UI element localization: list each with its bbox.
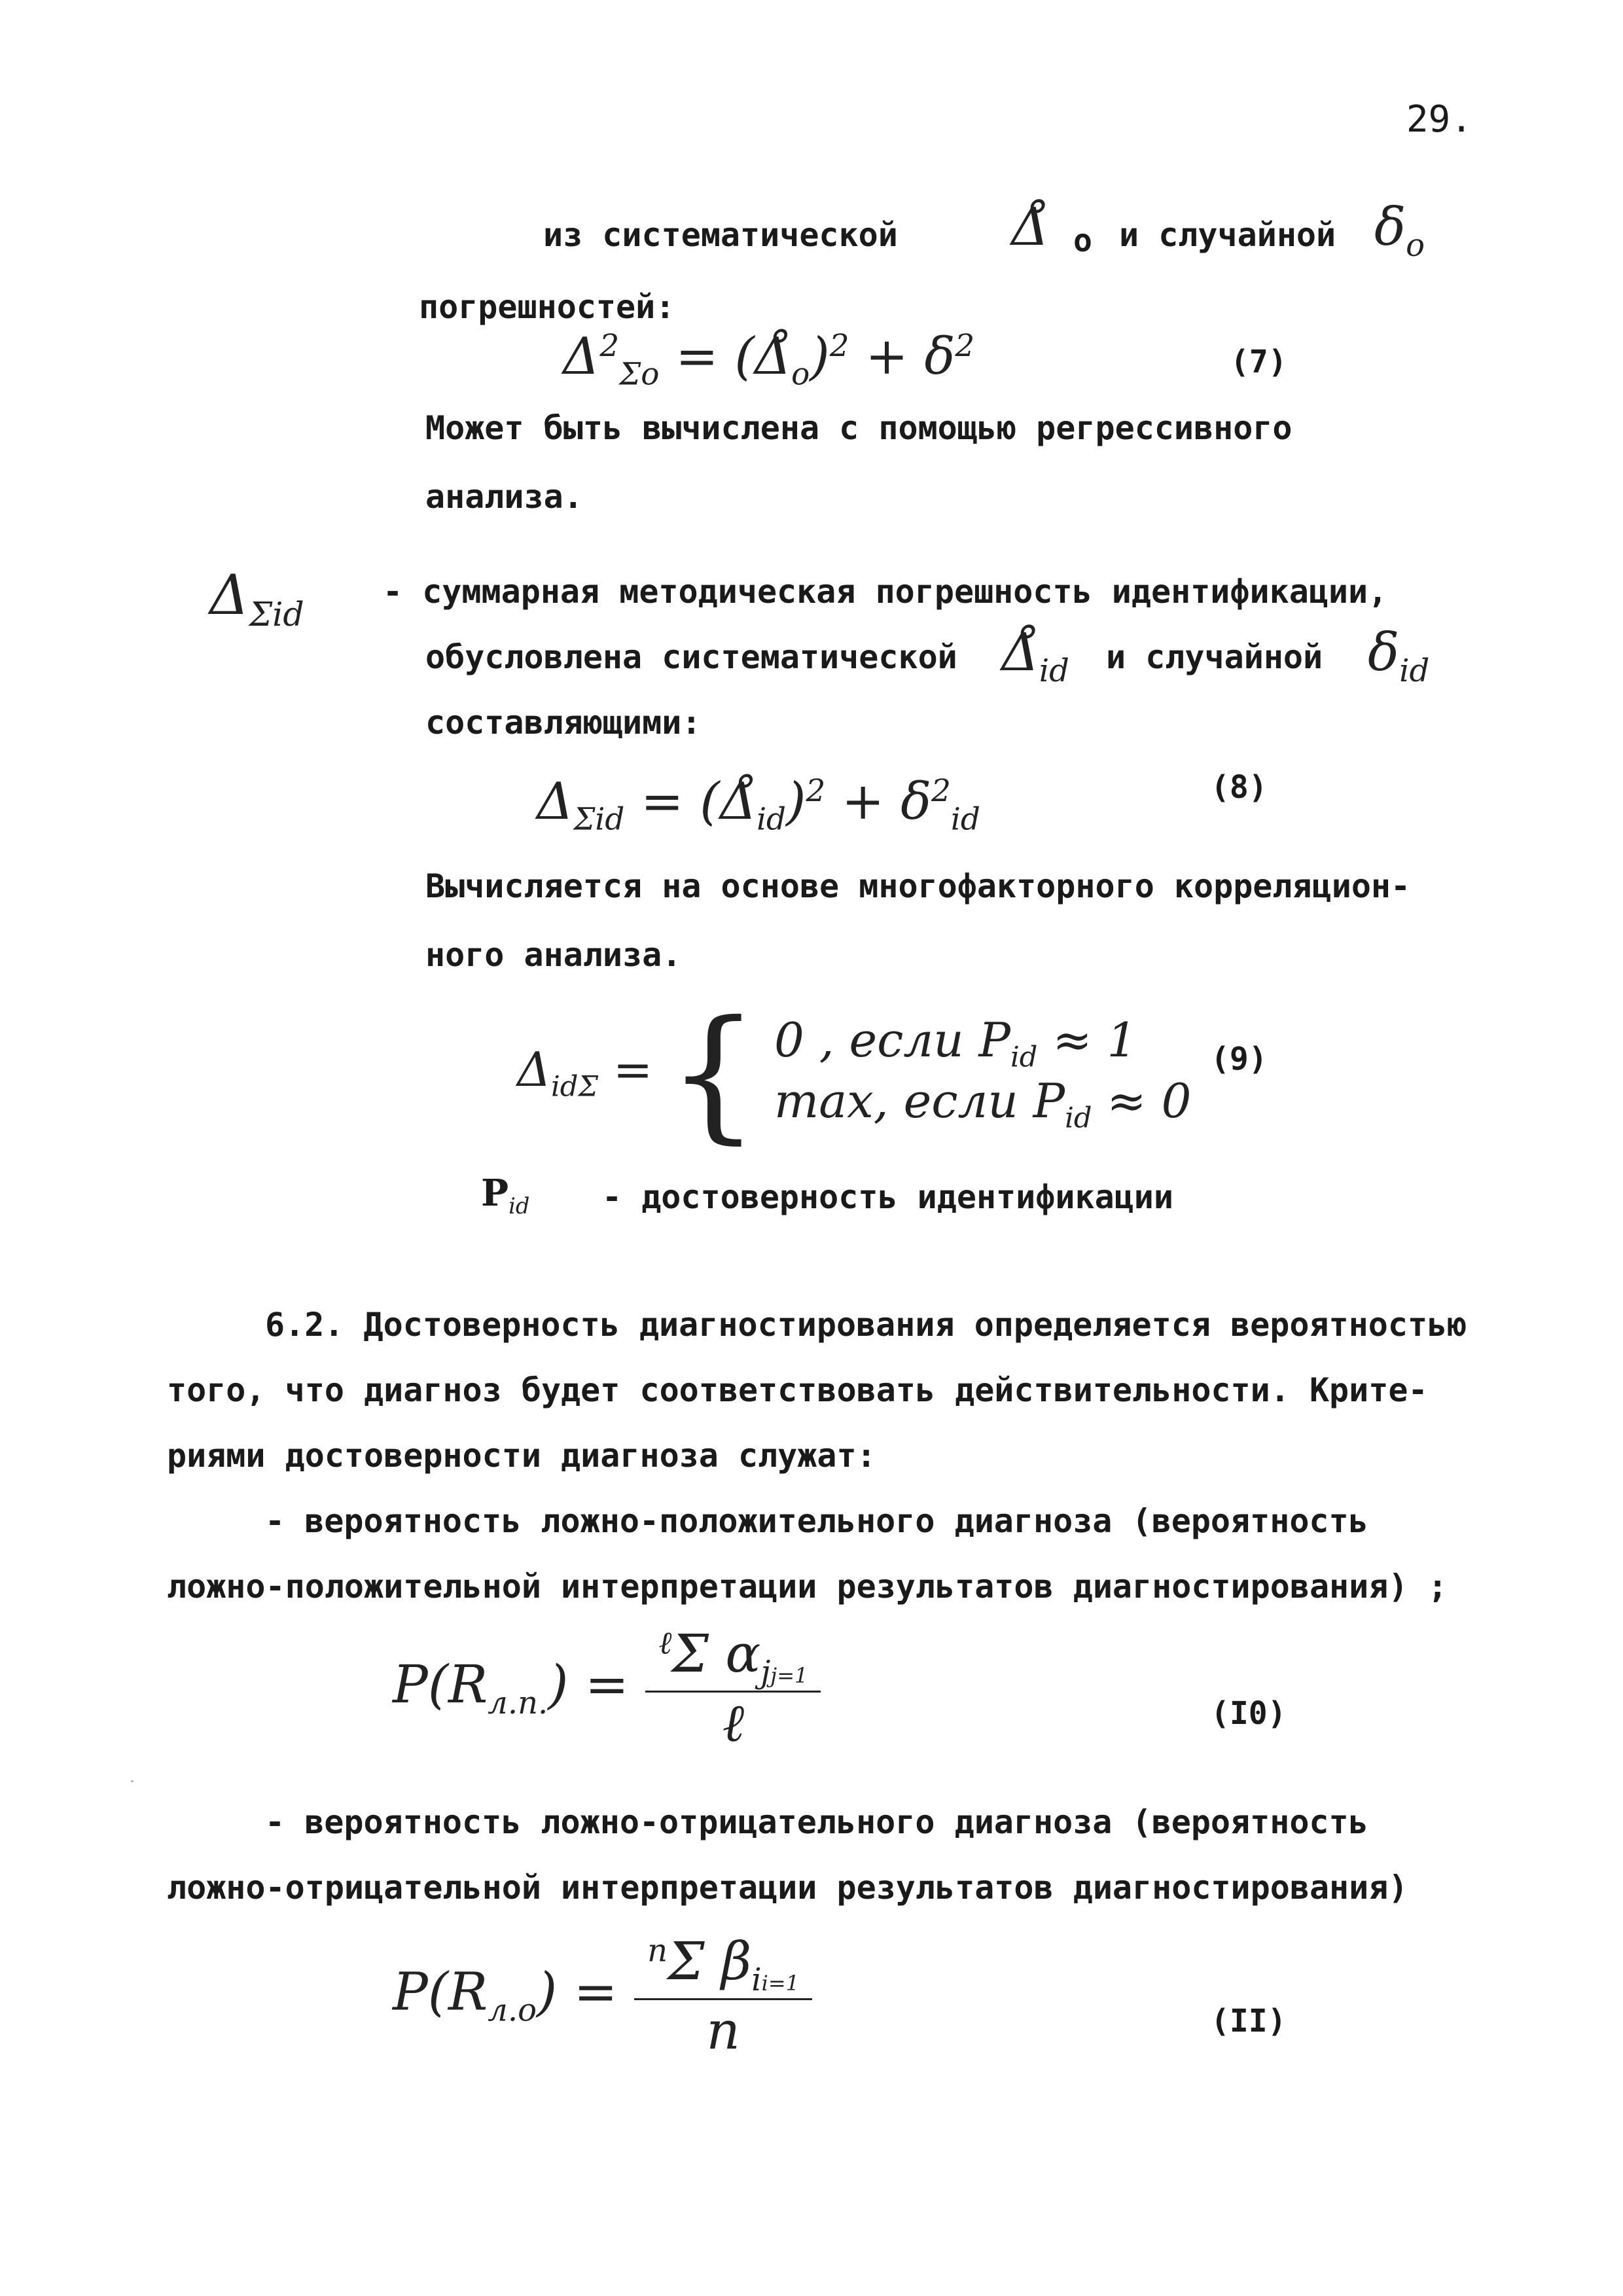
eq9-case1-rel: ≈ 1 (1052, 1012, 1137, 1067)
eq7-lhs: Δ (563, 327, 600, 386)
eq9-case1-cond: , если P (819, 1012, 1010, 1067)
paragraph-line-6: - вероятность ложно-отрицательного диагноза (вероятность (265, 1803, 1368, 1841)
eq11-numerator (634, 1931, 812, 2000)
eq9-equals: = (613, 1042, 653, 1097)
equation-8-number: (8) (1211, 769, 1268, 806)
text-line-11: ного анализа. (425, 936, 682, 974)
pid-glyph: P (481, 1172, 509, 1215)
eq11-fraction (634, 1931, 812, 2061)
equation-7 (563, 327, 974, 393)
text-line-7: обусловлена систематической (425, 638, 957, 676)
eq11-lhs-close: ) = (537, 1961, 618, 2022)
equation-9 (517, 990, 1192, 1157)
eq7-rhs1-sub: o (791, 357, 810, 393)
eq10-num-sub: j=1 (770, 1663, 808, 1688)
delta-small-id-symbol (1368, 622, 1429, 689)
eq7-lhs-sup: 2 (599, 329, 620, 364)
pid-symbol (481, 1172, 529, 1219)
eq8-rhs2-sup: 2 (931, 774, 951, 809)
delta-small-subscript: o (1406, 227, 1425, 264)
eq11-lhs-sub: л.о (488, 1992, 537, 2029)
eq7-rhs1: = (Δ̊ (675, 327, 792, 386)
eq10-denominator: ℓ (722, 1693, 745, 1753)
equation-11 (393, 1931, 812, 2061)
eq10-lhs-close: ) = (548, 1654, 629, 1715)
eq10-num-sup: ℓ (658, 1624, 672, 1662)
delta-small-id-glyph: δ (1368, 622, 1400, 683)
eq10-lhs-sub: л.п. (488, 1685, 548, 1721)
eq7-rhs1-sup: 2 (829, 329, 849, 364)
eq8-rhs2: + δ (842, 772, 932, 831)
delta-id-subscript: id (1039, 653, 1069, 689)
eq11-num: Σ β (668, 1931, 752, 1992)
text-line-10: Вычисляется на основе многофакторного корреляцион- (425, 867, 1411, 905)
eq9-lhs-sub: idΣ (551, 1070, 598, 1103)
paragraph-line-5: ложно-положительной интерпретации результатов диагностирования) ; (167, 1568, 1448, 1605)
paragraph-line-2: того, что диагноз будет соответствовать действительности. Крите- (167, 1371, 1428, 1409)
def-delta-glyph: Δ (209, 563, 249, 627)
text-line-4: Может быть вычислена с помощью регрессивного (425, 409, 1293, 447)
eq8-rhs1: = (Δ̊ (641, 772, 757, 831)
text-line-2: погрешностей: (419, 288, 675, 326)
delta-small-symbol (1374, 196, 1425, 264)
def-delta-subscript: Σid (249, 594, 304, 634)
eq10-lhs: P(R (393, 1654, 488, 1715)
eq11-num-sup: n (647, 1932, 668, 1969)
pid-subscript: id (508, 1193, 530, 1219)
eq10-fraction (645, 1623, 821, 1754)
page-number: 29. (1406, 98, 1472, 141)
text-line-1-prefix: из систематической (543, 216, 898, 254)
eq7-rhs1-close: ) (810, 327, 830, 386)
eq11-denominator: n (706, 2000, 740, 2061)
eq9-case1-sub: id (1010, 1041, 1038, 1073)
equation-10-number: (I0) (1211, 1695, 1287, 1732)
text-line-6: - суммарная методическая погрешность идентификации, (383, 573, 1388, 611)
equation-10 (393, 1623, 821, 1754)
equation-8 (537, 772, 980, 838)
delta-o-subscript: o (1073, 223, 1092, 259)
eq11-num-sub: i=1 (761, 1971, 800, 1996)
eq9-case2-sub: id (1065, 1102, 1092, 1135)
eq8-rhs1-sup: 2 (806, 774, 826, 809)
delta-o-symbol (1011, 196, 1049, 257)
eq9-case2-cond: если P (903, 1073, 1065, 1128)
delta-small-id-subscript: id (1399, 653, 1430, 689)
equation-7-number: (7) (1230, 344, 1287, 380)
eq7-lhs-sub: Σo (619, 357, 660, 393)
delta-small-glyph: δ (1374, 196, 1406, 257)
delta-o-glyph: Δ̊ (1011, 196, 1049, 257)
eq8-lhs: Δ (537, 772, 574, 831)
def-delta-sigma-id-symbol (209, 563, 304, 634)
text-line-8: составляющими: (425, 704, 702, 742)
eq8-lhs-sub: Σid (573, 802, 625, 838)
eq9-case1-val: 0 (774, 1012, 804, 1067)
eq10-numerator (645, 1623, 821, 1693)
text-line-pid: - достоверность идентификации (602, 1178, 1173, 1216)
eq7-rhs2-sup: 2 (955, 329, 975, 364)
text-line-7-mid: и случайной (1106, 638, 1323, 676)
eq9-case-1 (774, 1013, 1191, 1073)
eq9-case2-val: max, (774, 1073, 889, 1128)
scan-mark (131, 1780, 134, 1782)
paragraph-line-7: ложно-отрицательной интерпретации результатов диагностирования) (167, 1869, 1408, 1907)
eq9-case-2 (774, 1073, 1191, 1134)
eq9-cases (774, 1013, 1191, 1135)
eq8-rhs1-close: ) (786, 772, 806, 831)
equation-9-number: (9) (1211, 1041, 1268, 1077)
eq11-num-idx: i (751, 1962, 762, 1998)
eq8-rhs1-sub: id (757, 802, 787, 838)
text-line-5: анализа. (425, 478, 583, 516)
paragraph-line-3: риями достоверности диагноза служат: (167, 1437, 876, 1475)
text-line-1-mid: и случайной (1119, 216, 1336, 254)
eq10-num: Σ α (671, 1623, 761, 1684)
delta-id-symbol (1001, 622, 1069, 689)
eq9-lhs: Δ (517, 1042, 551, 1097)
eq8-rhs2-sub: id (950, 802, 980, 838)
text-line-1 (543, 216, 898, 254)
paragraph-line-1: 6.2. Достоверность диагностирования определяется вероятностью (265, 1306, 1467, 1344)
eq11-lhs: P(R (393, 1961, 488, 2022)
paragraph-line-4: - вероятность ложно-положительного диагноза (вероятность (265, 1502, 1368, 1540)
eq7-rhs2: + δ (865, 327, 955, 386)
eq9-brace: { (668, 990, 760, 1157)
equation-11-number: (II) (1211, 2003, 1287, 2039)
delta-id-glyph: Δ̊ (1001, 622, 1039, 683)
eq10-num-idx: j (760, 1654, 771, 1691)
eq9-case2-rel: ≈ 0 (1107, 1073, 1192, 1128)
